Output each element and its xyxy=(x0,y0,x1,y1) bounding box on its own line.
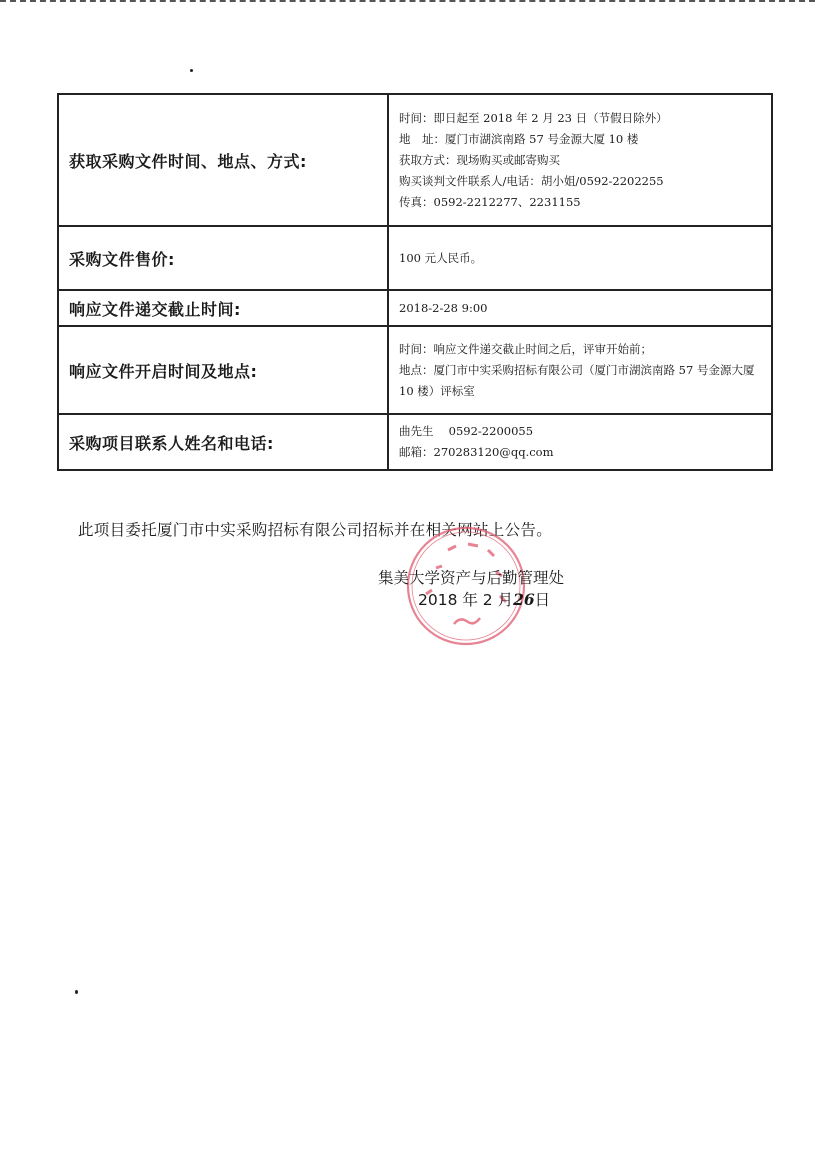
table-row xyxy=(58,226,772,290)
value-line: 100 元人民币。 xyxy=(399,250,483,265)
row-value xyxy=(388,226,772,290)
issuing-organization: 集美大学资产与后勤管理处 xyxy=(378,569,565,587)
value-line: 地点：厦门市中实采购招标有限公司（厦门市湖滨南路 57 号金源大厦 10 楼）评标室 xyxy=(399,362,755,398)
row-label: 响应文件递交截止时间: xyxy=(58,290,388,326)
issue-date xyxy=(418,588,550,610)
value-line: 购买谈判文件联系人/电话：胡小姐/0592-2202255 xyxy=(399,173,664,188)
scan-speck xyxy=(190,69,193,72)
value-line: 2018-2-28 9:00 xyxy=(399,300,488,315)
value-line: 地 址：厦门市湖滨南路 57 号金源大厦 10 楼 xyxy=(399,131,639,146)
scan-edge xyxy=(0,0,815,5)
date-suffix: 日 xyxy=(534,591,551,609)
value-line: 曲先生 0592-2200055 xyxy=(399,424,534,438)
row-value xyxy=(388,94,772,226)
date-handwritten: 26 xyxy=(513,590,535,609)
date-prefix: 2018 年 2 月 xyxy=(418,591,514,609)
value-line: 传真：0592-2212277、2231155 xyxy=(399,194,581,209)
row-label: 采购文件售价: xyxy=(58,226,388,290)
scan-speck xyxy=(75,990,78,994)
row-label: 响应文件开启时间及地点: xyxy=(58,326,388,414)
row-value xyxy=(388,414,772,470)
value-line: 时间：响应文件递交截止时间之后，评审开始前； xyxy=(399,341,652,356)
table-row xyxy=(58,414,772,470)
row-label: 采购项目联系人姓名和电话: xyxy=(58,414,388,470)
value-line: 获取方式：现场购买或邮寄购买 xyxy=(399,152,560,167)
value-line: 时间：即日起至 2018 年 2 月 23 日（节假日除外） xyxy=(399,110,668,125)
value-line: 邮箱：270283120@qq.com xyxy=(399,445,554,459)
row-value xyxy=(388,290,772,326)
row-value xyxy=(388,326,772,414)
table-row xyxy=(58,290,772,326)
notice-text: 此项目委托厦门市中实采购招标有限公司招标并在相关网站上公告。 xyxy=(78,521,553,539)
table-row xyxy=(58,326,772,414)
table-row xyxy=(58,94,772,226)
procurement-info-table xyxy=(57,93,773,471)
row-label: 获取采购文件时间、地点、方式: xyxy=(58,94,388,226)
